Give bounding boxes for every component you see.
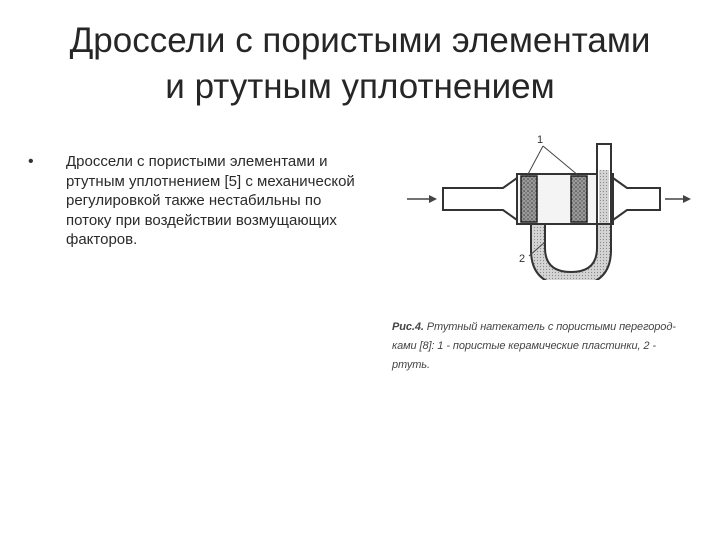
outlet-arrow bbox=[665, 195, 691, 203]
outlet-tube bbox=[613, 178, 660, 220]
figure-label-2: 2 bbox=[519, 253, 526, 265]
figure-label-1: 1 bbox=[537, 134, 544, 146]
bullet-text: Дроссели с пористыми элементами и ртутным уплотнением [5] с механической регулировкой также нестабильны по потоку при воздействии возмущающих факторов. bbox=[66, 153, 355, 249]
bullet-marker: • bbox=[28, 153, 34, 170]
inlet-tube bbox=[443, 178, 517, 220]
porous-plate-left bbox=[521, 176, 537, 222]
title-line-2: и ртутным уплотнением bbox=[165, 67, 555, 106]
u-tube bbox=[531, 224, 611, 280]
porous-plate-right bbox=[571, 176, 587, 222]
slide-title bbox=[30, 18, 690, 110]
figure-caption bbox=[392, 318, 692, 375]
caption-text: Ртутный натекатель с пористыми перегород-ками [8]: 1 - пористые керамические пластинки, 2 - ртуть. bbox=[392, 321, 676, 371]
title-line-1: Дроссели с пористыми элементами bbox=[69, 21, 651, 60]
caption-prefix: Рис.4. bbox=[392, 321, 424, 333]
inlet-arrow bbox=[407, 195, 437, 203]
mercury-leak-valve-diagram bbox=[395, 130, 695, 280]
